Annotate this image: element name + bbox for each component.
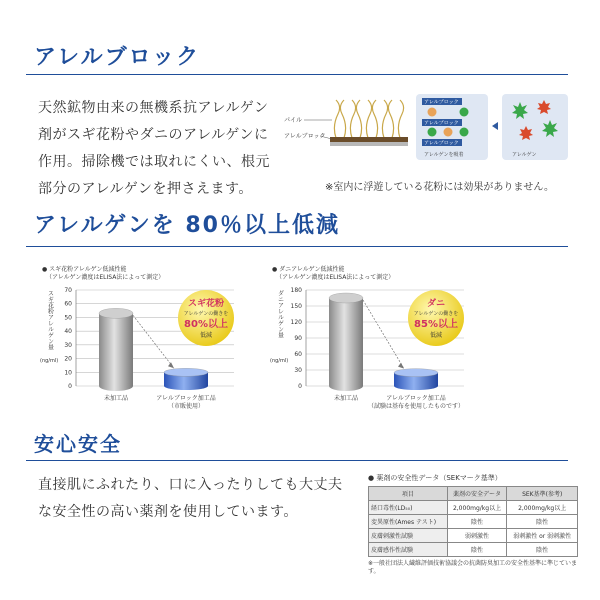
y-tick-label: 20: [64, 355, 72, 363]
block-layer: [330, 137, 408, 142]
box-caption: アレルゲンを吸着: [424, 152, 464, 158]
x-tick-label: アレルブロック加工品: [386, 395, 446, 402]
bar: [99, 313, 133, 386]
table-title: ● 薬剤の安全性データ（SEKマーク基準）: [368, 474, 502, 482]
bar-top: [329, 293, 363, 303]
section-divider: [26, 246, 568, 247]
adsorb-row-3: [422, 139, 462, 147]
allergen-caption: アレルゲン: [512, 152, 537, 158]
bar-top: [99, 308, 133, 318]
table-row: [369, 529, 578, 543]
block-label: アレルブロック: [284, 133, 326, 140]
table-cell: 2,000mg/kg以上: [447, 501, 507, 515]
safety-data-table: [368, 486, 578, 557]
chart-cedar-pollen: [38, 262, 270, 422]
table-header: 項目: [369, 487, 448, 501]
badge-line-1: スギ花粉: [187, 299, 225, 309]
y-axis-label: ダニアレルゲン量: [276, 290, 284, 338]
x-tick-note: （試験は基布を使用したものです）: [367, 403, 465, 410]
badge-line-3: 80%以上: [184, 319, 228, 330]
table-cell: 陰性: [447, 515, 507, 529]
bar-top: [394, 369, 438, 377]
y-axis-label: スギ花粉アレルゲン量: [46, 290, 54, 350]
section-divider: [26, 460, 568, 461]
badge-line-4: 低減: [199, 332, 213, 339]
y-tick-label: 50: [64, 314, 72, 322]
chart-bg: [38, 262, 270, 422]
box-label-1: アレルブロック: [424, 99, 459, 106]
chart-subtitle: （アレルゲン濃度はELISA法によって測定）: [276, 274, 395, 281]
table-row: [369, 543, 578, 557]
bar-base: [99, 381, 133, 391]
badge-line-2: アレルゲンの働きを: [413, 311, 459, 317]
table-cell: 2,000mg/kg以上: [507, 501, 578, 515]
chart-title: ● ダニアレルゲン低減性能: [272, 266, 345, 273]
y-axis-unit: (ng/ml): [270, 358, 289, 364]
section-title-allerblock: アレルブロック: [34, 45, 201, 70]
table-cell: 陰性: [507, 515, 578, 529]
section-title-safety: 安心安全: [34, 432, 122, 456]
table-cell: 皮膚感作性試験: [369, 543, 448, 557]
y-tick-label: 0: [68, 383, 72, 390]
table-row: [369, 515, 578, 529]
y-tick-label: 60: [294, 351, 302, 358]
box-label-3: アレルブロック: [424, 140, 459, 147]
table-cell: 弱刺激性 or 弱刺激性: [507, 529, 578, 543]
allergen-panel: [502, 94, 568, 160]
badge-line-2: アレルゲンの働きを: [183, 311, 229, 317]
table-cell: 経口毒性(LD₅₀): [369, 501, 448, 515]
table-cell: 陰性: [507, 543, 578, 557]
badge-line-1: ダニ: [426, 299, 446, 309]
badge-line-4: 低減: [429, 332, 443, 339]
pile-label: パイル: [284, 117, 303, 124]
table-cell: 弱刺激性: [447, 529, 507, 543]
y-tick-label: 60: [64, 300, 72, 308]
x-tick-label: アレルブロック加工品: [156, 395, 216, 402]
y-tick-label: 150: [290, 303, 302, 310]
badge-line-3: 85%以上: [414, 319, 458, 330]
table-header-row: [369, 487, 578, 501]
section-divider: [26, 74, 568, 75]
safety-data-table-wrap: [368, 473, 578, 576]
bar-base: [394, 382, 438, 390]
bar-base: [164, 382, 208, 390]
y-tick-label: 30: [64, 341, 72, 349]
chart-bg: [268, 262, 500, 422]
box-label-2: アレルブロック: [424, 120, 459, 127]
allerblock-diagram: [282, 92, 582, 172]
table-footnote: ※一般社団法人繊維評価技術協議会の抗菌防臭加工の安全性基準に準じています。: [368, 560, 578, 575]
chart-dust-mite: [268, 262, 500, 422]
y-tick-label: 30: [294, 367, 302, 374]
table-cell: 皮膚刺激性試験: [369, 529, 448, 543]
safety-text: 直接肌にふれたり、口に入ったりしても大丈夫な安全性の高い薬剤を使用しています。: [38, 477, 343, 520]
table-header: SEK基準(参考): [507, 487, 578, 501]
table-cell: 陰性: [447, 543, 507, 557]
chart-title: ● スギ花粉アレルゲン低減性能: [42, 266, 127, 273]
chart-subtitle: （アレルゲン濃度はELISA法によって測定）: [46, 274, 165, 281]
x-tick-label: 未加工品: [333, 395, 359, 402]
x-tick-label: 未加工品: [103, 395, 129, 402]
x-tick-note: （市販使用）: [167, 403, 205, 410]
table-header: 薬剤の安全データ: [447, 487, 507, 501]
table-cell: 変異原性(Ames テスト): [369, 515, 448, 529]
y-axis-unit: (ng/ml): [40, 358, 59, 364]
y-tick-label: 40: [64, 328, 72, 336]
bar: [329, 298, 363, 386]
y-tick-label: 90: [294, 335, 302, 342]
y-tick-label: 180: [290, 287, 302, 294]
bar-base: [329, 381, 363, 391]
y-tick-label: 0: [298, 383, 302, 390]
table-row: [369, 501, 578, 515]
pile-fibers: [334, 100, 403, 138]
y-tick-label: 10: [64, 369, 72, 377]
base-layer: [330, 142, 408, 146]
diagram-note: ※室内に浮遊している花粉には効果がありません。: [325, 182, 554, 193]
section-title-reduction: アレルゲンを 80％以上低減: [34, 213, 340, 238]
bar-top: [164, 368, 208, 376]
arrow-icon: [492, 122, 498, 130]
y-tick-label: 120: [290, 319, 302, 326]
y-tick-label: 70: [64, 287, 72, 294]
intro-text: 天然鉱物由来の無機系抗アレルゲン剤がスギ花粉やダニのアレルゲンに作用。掃除機では取れにくい、根元部分のアレルゲンを押さえます。: [38, 100, 270, 197]
